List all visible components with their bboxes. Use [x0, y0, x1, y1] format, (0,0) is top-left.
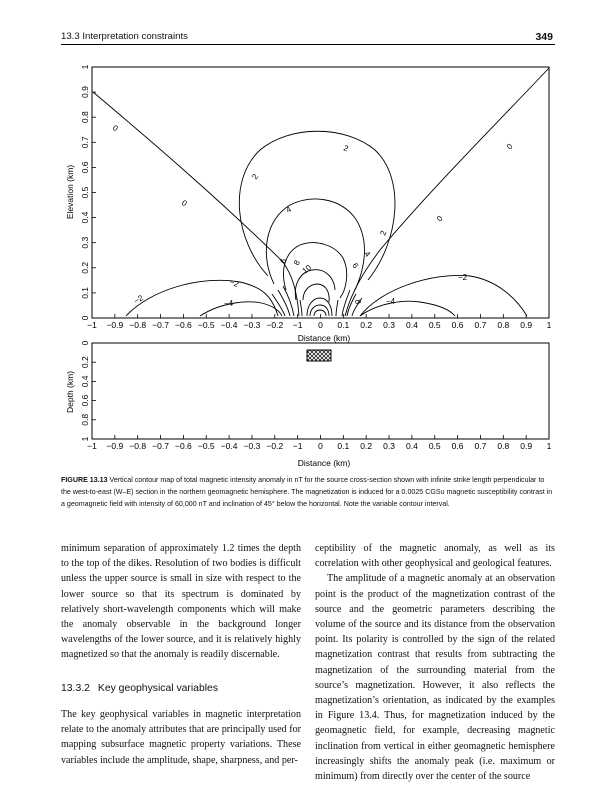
top-x-tick-label: 0.8	[497, 320, 510, 330]
top-x-tick-label: −0.2	[266, 320, 284, 330]
section-title: 13.3 Interpretation constraints	[61, 31, 188, 42]
contour-label: 0	[505, 141, 515, 152]
contour-label: 2	[250, 172, 261, 182]
left-column	[61, 541, 301, 663]
bottom-y-tick-label: 0.8	[80, 413, 90, 426]
top-y-tick-label: 0.5	[80, 186, 90, 199]
bottom-x-tick-label: −0.6	[175, 441, 192, 451]
contour-label: 6	[350, 261, 361, 270]
subsection-title: Key geophysical variables	[97, 683, 219, 694]
top-y-tick-label: 1	[80, 64, 90, 70]
contour-label: 2	[342, 143, 350, 154]
top-y-ticks	[92, 67, 96, 318]
contour-2	[239, 131, 395, 280]
contour-label: −4	[224, 299, 234, 308]
contour-label: 8	[291, 258, 302, 267]
contour-neg2-right	[360, 275, 527, 316]
bottom-x-tick-label: −0.5	[197, 441, 215, 451]
top-x-tick-label: −0.9	[106, 320, 124, 330]
bottom-x-tick-label: −0.4	[220, 441, 238, 451]
subsection-number: 13.3.2	[61, 683, 90, 694]
contour-label: 8	[353, 298, 363, 305]
contour-labels	[111, 123, 515, 308]
page-number: 349	[535, 31, 553, 43]
top-x-tick-label: 0.7	[474, 320, 487, 330]
bottom-x-tick-label: 0.8	[497, 441, 510, 451]
top-x-tick-label: 0.3	[383, 320, 395, 330]
right-column	[315, 541, 555, 784]
top-x-tick-label: −1	[87, 320, 97, 330]
bottom-x-tick-label: 0.4	[405, 441, 418, 451]
paragraph: minimum separation of approximately 1.2 times the depth to the top of the dikes. Resolution of two bodies is difficult unless the upper source is small in size with respect to the lower source so that its spectrum is dominated by relatively short-wavelength components which will make the anomaly observable in the background longer wavelengths of the lower source, and it is relatively highly magnetized so that the anomaly is readily discernable.	[61, 543, 301, 661]
top-y-tick-label: 0	[80, 315, 90, 321]
bottom-y-tick-label: 0	[80, 340, 90, 346]
caption-text: Vertical contour map of total magnetic intensity anomaly in nT for the source cross-section shown with infinite strike length perpendicular to the west-to-east (W–E) section in the northern geomagnetic hemisphere. The magnetization is induced for a 0.0025 CGSu magnetic susceptibility contrast in a geomagnetic field with intensity of 60,000 nT and inclination of 45° below the horizontal. Note the variable contour interval.	[61, 476, 553, 508]
subsection-heading	[61, 683, 218, 694]
contour-6	[284, 243, 347, 298]
bottom-x-tick-label: −1	[87, 441, 97, 451]
top-plot	[65, 64, 552, 346]
bottom-plot	[65, 340, 552, 468]
top-y-tick-label: 0.6	[80, 161, 90, 174]
top-x-tick-label: 0.4	[405, 320, 418, 330]
bottom-y-ticks	[92, 343, 96, 439]
contour-lines	[93, 68, 549, 316]
bottom-x-tick-label: −0.3	[243, 441, 261, 451]
source-body	[307, 350, 331, 361]
bottom-x-ticks	[92, 435, 549, 439]
contour-label: 10	[300, 262, 314, 276]
bottom-x-tick-label: 0.1	[337, 441, 350, 451]
contour-label: −2	[132, 293, 145, 306]
bottom-x-tick-label: 0.9	[520, 441, 533, 451]
paragraph: ceptibility of the magnetic anomaly, as well as its correlation with other geophysical and geological features.	[315, 543, 555, 570]
top-x-tick-label: 0.5	[428, 320, 441, 330]
bottom-y-tick-label: 0.2	[80, 356, 90, 369]
paragraph: The amplitude of a magnetic anomaly at an observation point is the product of the magnetization contrast of the source and the geometric parameters describing the volume of the source and its distance from the observation point. Its polarity is controlled by the sign of the related magnetization contrast that results from subtracting the magnetization of the surrounding material from the source’s magnetization. However, it also reflects the magnetization’s orientation, as indicated by the examples in Figure 13.4. Thus, for magnetization induced by the geomagnetic field, for example, decreasing magnetic inclination from vertical in either geomagnetic hemisphere increasingly shifts the anomaly peak (i.e. maximum or minimum) from directly over the center of the source	[315, 573, 555, 783]
bottom-x-tick-label: −0.2	[266, 441, 284, 451]
top-x-tick-label: 1	[546, 320, 552, 330]
top-y-tick-label: 0.3	[80, 236, 90, 249]
bottom-x-tick-label: −0.8	[129, 441, 147, 451]
top-x-tick-label: 0.6	[451, 320, 464, 330]
bottom-x-tick-label: 0.7	[474, 441, 487, 451]
caption-label: FIGURE 13.13	[61, 476, 108, 484]
top-x-tick-label: 0	[318, 320, 323, 330]
top-x-ticks	[92, 314, 549, 318]
top-x-tick-label: −1	[292, 320, 303, 330]
top-x-tick-label: 0.2	[360, 320, 373, 330]
bottom-xlabel: Distance (km)	[297, 458, 351, 468]
contour-label: 0	[435, 213, 445, 224]
top-x-tick-label: −0.7	[152, 320, 169, 330]
left-column-lower	[61, 707, 301, 768]
top-x-tick-label: −0.6	[175, 320, 192, 330]
contour-label: −4	[386, 297, 396, 306]
bottom-y-tick-label: 0.4	[80, 375, 90, 388]
bottom-x-tick-label: 0.3	[383, 441, 395, 451]
top-y-tick-label: 0.7	[80, 136, 90, 149]
bottom-x-tick-label: 0.5	[428, 441, 441, 451]
bottom-ylabel: Depth (km)	[65, 370, 75, 414]
top-y-tick-label: 0.8	[80, 111, 90, 124]
bottom-x-tick-label: 1	[546, 441, 552, 451]
top-x-tick-label: −0.5	[197, 320, 215, 330]
contour-label: 0	[110, 123, 120, 134]
contour-neg4-right	[360, 301, 455, 316]
top-x-tick-label: −0.8	[129, 320, 147, 330]
bottom-x-tick-label: −1	[292, 441, 303, 451]
top-x-tick-label: 0.9	[520, 320, 533, 330]
contour-label: −2	[458, 273, 468, 282]
contour-label: 4	[362, 249, 373, 259]
contour-neg2-left	[126, 280, 278, 316]
top-x-tick-label: 0.1	[337, 320, 350, 330]
contour-zero-right	[345, 68, 549, 316]
top-y-tick-label: 0.9	[80, 86, 90, 99]
contour-label: 0	[179, 198, 189, 209]
top-xlabel: Distance (km)	[297, 333, 351, 343]
contour-label: 6	[278, 257, 289, 265]
bottom-y-tick-label: 0.6	[80, 394, 90, 407]
contour-label: 2	[378, 229, 389, 237]
top-y-tick-label: 0.4	[80, 211, 90, 224]
bottom-x-tick-label: −0.9	[106, 441, 124, 451]
bottom-x-tick-label: −0.7	[152, 441, 169, 451]
top-y-tick-label: 0.2	[80, 261, 90, 274]
top-x-tick-label: −0.4	[220, 320, 238, 330]
bottom-y-tick-label: 1	[80, 436, 90, 442]
bottom-x-tick-label: 0	[318, 441, 323, 451]
contour-4	[266, 199, 364, 290]
bottom-x-tick-label: 0.6	[451, 441, 464, 451]
bottom-x-tick-label: 0.2	[360, 441, 373, 451]
contour-label: −2	[228, 277, 240, 290]
top-y-tick-label: 0.1	[80, 286, 90, 299]
top-ylabel: Elevation (km)	[65, 164, 75, 220]
top-x-tick-label: −0.3	[243, 320, 261, 330]
paragraph: The key geophysical variables in magnetic interpretation relate to the anomaly attributes that are principally used for mapping subsurface magnetic property variations. These variables include the amplitude, shape, sharpness, and per-	[61, 709, 301, 766]
contour-neg4-left	[200, 302, 282, 316]
figure-caption	[61, 474, 555, 510]
contour-label: 4	[284, 204, 293, 215]
